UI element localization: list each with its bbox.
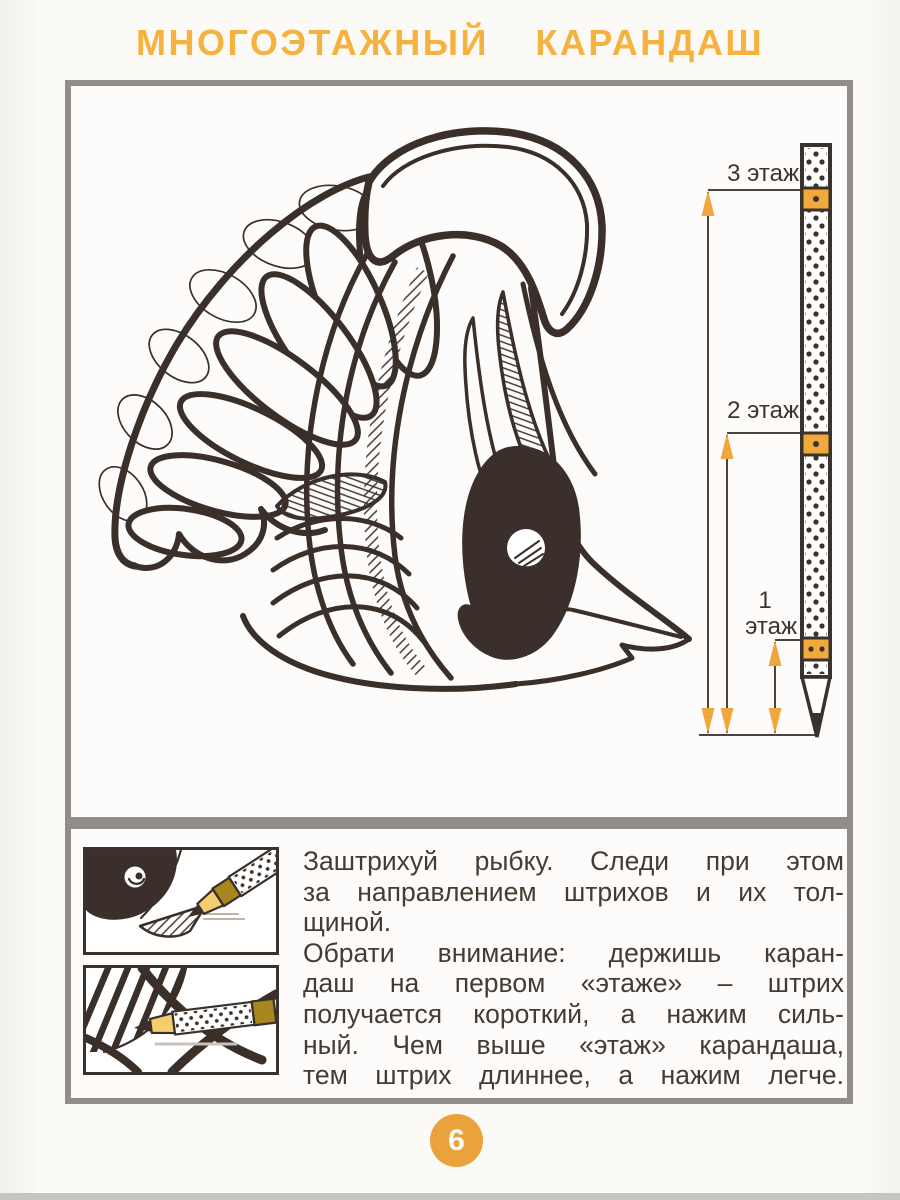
page-number: 6 bbox=[448, 1123, 465, 1157]
fish-activity-panel bbox=[65, 80, 853, 823]
floor1-word-label: этаж bbox=[745, 613, 797, 640]
measure-line-floor2 bbox=[727, 433, 802, 733]
pencil-floors-diagram bbox=[699, 145, 830, 737]
instruction-line: получается короткий, а нажим силь- bbox=[303, 998, 844, 1029]
instruction-line: даш на первом «этаже» – штрих bbox=[303, 968, 844, 999]
floor2-label: 2 этаж bbox=[727, 397, 799, 424]
page-number-badge bbox=[430, 1114, 483, 1167]
instruction-line: ный. Чем выше «этаж» карандаша, bbox=[303, 1029, 844, 1060]
up-arrow-icon bbox=[721, 433, 734, 459]
fish-and-pencil-art bbox=[71, 86, 847, 817]
instruction-line: Заштрихуй рыбку. Следи при этом bbox=[303, 846, 844, 876]
measure-line-floor1 bbox=[775, 640, 802, 733]
up-arrow-icon bbox=[702, 190, 715, 216]
fish-line-art bbox=[89, 131, 689, 689]
smile-line bbox=[551, 609, 681, 637]
floor3-label: 3 этаж bbox=[727, 160, 799, 187]
down-arrow-icon bbox=[702, 708, 715, 734]
instruction-line: тем штрих длиннее, а нажим легче. bbox=[303, 1060, 844, 1091]
page-title: МНОГОЭТАЖНЫЙ КАРАНДАШ bbox=[135, 22, 765, 63]
pencil-illustration bbox=[802, 145, 830, 737]
instruction-line: за направлением штрихов и их тол- bbox=[303, 876, 844, 907]
instructions-panel bbox=[65, 823, 853, 1104]
scan-edge-shadow bbox=[0, 1193, 900, 1200]
example-image-long-strokes bbox=[83, 965, 279, 1075]
up-arrow-icon bbox=[769, 640, 782, 666]
down-arrow-icon bbox=[769, 708, 782, 734]
measure-line-floor3 bbox=[708, 190, 802, 733]
instruction-text bbox=[303, 846, 844, 1091]
example-image-short-strokes bbox=[83, 847, 279, 955]
arrowheads bbox=[702, 190, 782, 734]
down-arrow-icon bbox=[721, 708, 734, 734]
floor1-number-label: 1 bbox=[758, 587, 772, 614]
instruction-line: Обрати внимание: держишь каран- bbox=[303, 937, 844, 968]
instruction-line: щиной. bbox=[303, 907, 392, 938]
